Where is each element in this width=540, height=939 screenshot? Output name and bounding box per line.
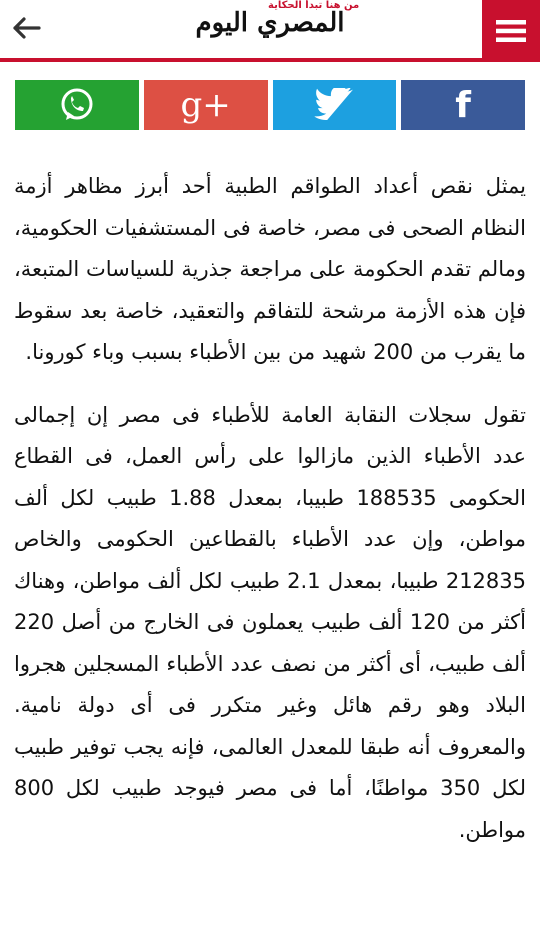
menu-button[interactable] <box>482 0 540 62</box>
app-header <box>0 0 540 62</box>
site-logo[interactable]: المصري اليوم <box>195 8 345 38</box>
facebook-share-button[interactable] <box>401 80 525 130</box>
logo-tagline: من هنا تبدأ الحكاية <box>268 0 360 11</box>
google-plus-icon: g+ <box>180 85 231 125</box>
whatsapp-share-button[interactable] <box>15 80 139 130</box>
whatsapp-icon <box>58 86 96 124</box>
google-plus-share-button[interactable] <box>144 80 268 130</box>
twitter-icon <box>314 88 354 122</box>
article-body <box>14 166 526 851</box>
article-paragraph: تقول سجلات النقابة العامة للأطباء فى مصر إن إجمالى عدد الأطباء الذين مازالوا على رأس العمل، فى القطاع الحكومى 188535 طبيبا، بمعدل 1.88 طبيب لكل ألف مواطن، وإن عدد الأطباء بالقطاعين الحكومى والخاص 212835 طبيبا، بمعدل 2.1 طبيب لكل ألف مواطن، وهناك أكثر من 120 ألف طبيب يعملون فى الخارج من أصل 220 ألف طبيب، أى أكثر من نصف عدد الأطباء المسجلين هجروا البلاد وهو رقم هائل وغير متكرر فى أى دولة نامية. والمعروف أنه طبقا للمعدل العالمى، فإنه يجب توفير طبيب لكل 350 مواطنًا، أما فى مصر فيوجد طبيب لكل 800 مواطن. <box>14 402 527 842</box>
facebook-icon: f <box>455 84 471 126</box>
twitter-share-button[interactable] <box>273 80 397 130</box>
share-bar <box>15 80 525 130</box>
article-paragraph: يمثل نقص أعداد الطواقم الطبية أحد أبرز مظاهر أزمة النظام الصحى فى مصر، خاصة فى المستشفيات الحكومية، ومالم تقدم الحكومة على مراجعة جذرية للسياسات المتبعة، فإن هذه الأزمة مرشحة للتفاقم والتعقيد، خاصة بعد سقوط ما يقرب من 200 شهيد من بين الأطباء بسبب وباء كورونا. <box>14 174 526 364</box>
hamburger-icon <box>496 19 526 43</box>
